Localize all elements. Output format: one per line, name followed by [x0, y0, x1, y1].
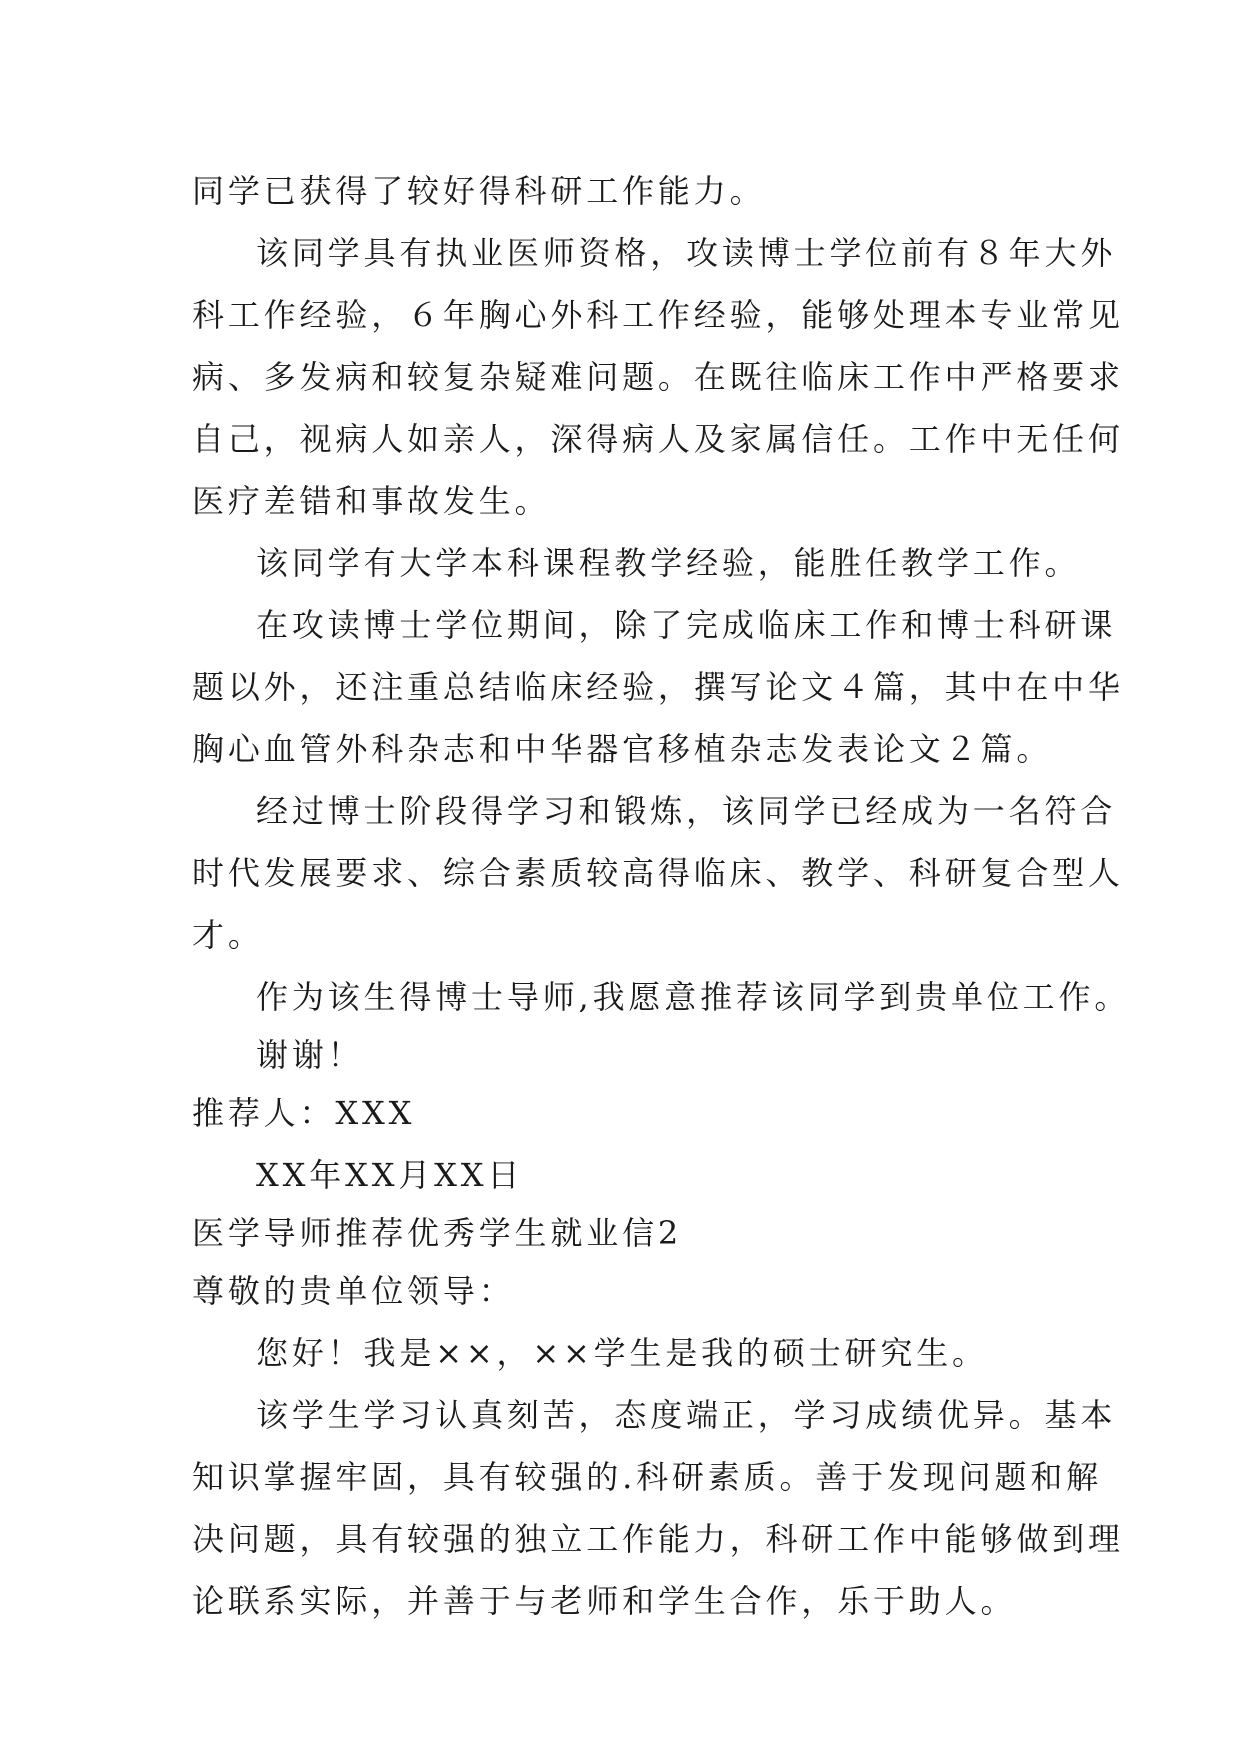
signature-name: 推荐人：XXX [192, 1094, 416, 1132]
text-line: 知识掌握牢固，具有较强的.科研素质。善于发现问题和解 [192, 1458, 1103, 1496]
text-line: 病、多发病和较复杂疑难问题。在既往临床工作中严格要求 [192, 358, 1124, 396]
text-line: 同学已获得了较好得科研工作能力。 [192, 172, 766, 210]
text-line: 谢谢！ [256, 1036, 364, 1074]
salutation: 尊敬的贵单位领导： [192, 1272, 515, 1310]
text-line: 在攻读博士学位期间，除了完成临床工作和博士科研课 [256, 606, 1117, 644]
letter-body [192, 160, 1131, 1632]
text-line: 该学生学习认真刻苦，态度端正，学习成绩优异。基本 [256, 1396, 1117, 1434]
section-title: 医学导师推荐优秀学生就业信2 [192, 1214, 683, 1252]
text-line: 题以外，还注重总结临床经验，撰写论文４篇，其中在中华 [192, 668, 1124, 706]
text-line: 决问题，具有较强的独立工作能力，科研工作中能够做到理 [192, 1520, 1124, 1558]
text-line: 才。 [192, 916, 264, 954]
signature-date: XX年XX月XX日 [256, 1156, 524, 1194]
text-line: 经过博士阶段得学习和锻炼，该同学已经成为一名符合 [256, 792, 1117, 830]
text-line: 作为该生得博士导师,我愿意推荐该同学到贵单位工作。 [256, 978, 1131, 1016]
text-line: 医疗差错和事故发生。 [192, 482, 551, 520]
text-line: 科工作经验，６年胸心外科工作经验，能够处理本专业常见 [192, 296, 1124, 334]
text-line: 该同学有大学本科课程教学经验，能胜任教学工作。 [256, 544, 1081, 582]
text-line: 您好！我是××，××学生是我的硕士研究生。 [256, 1334, 988, 1372]
text-line: 时代发展要求、综合素质较高得临床、教学、科研复合型人 [192, 854, 1124, 892]
text-line: 论联系实际，并善于与老师和学生合作，乐于助人。 [192, 1582, 1017, 1620]
text-line: 胸心血管外科杂志和中华器官移植杂志发表论文２篇。 [192, 730, 1053, 768]
text-line: 自己，视病人如亲人，深得病人及家属信任。工作中无任何 [192, 420, 1124, 458]
text-line: 该同学具有执业医师资格，攻读博士学位前有８年大外 [256, 234, 1117, 272]
